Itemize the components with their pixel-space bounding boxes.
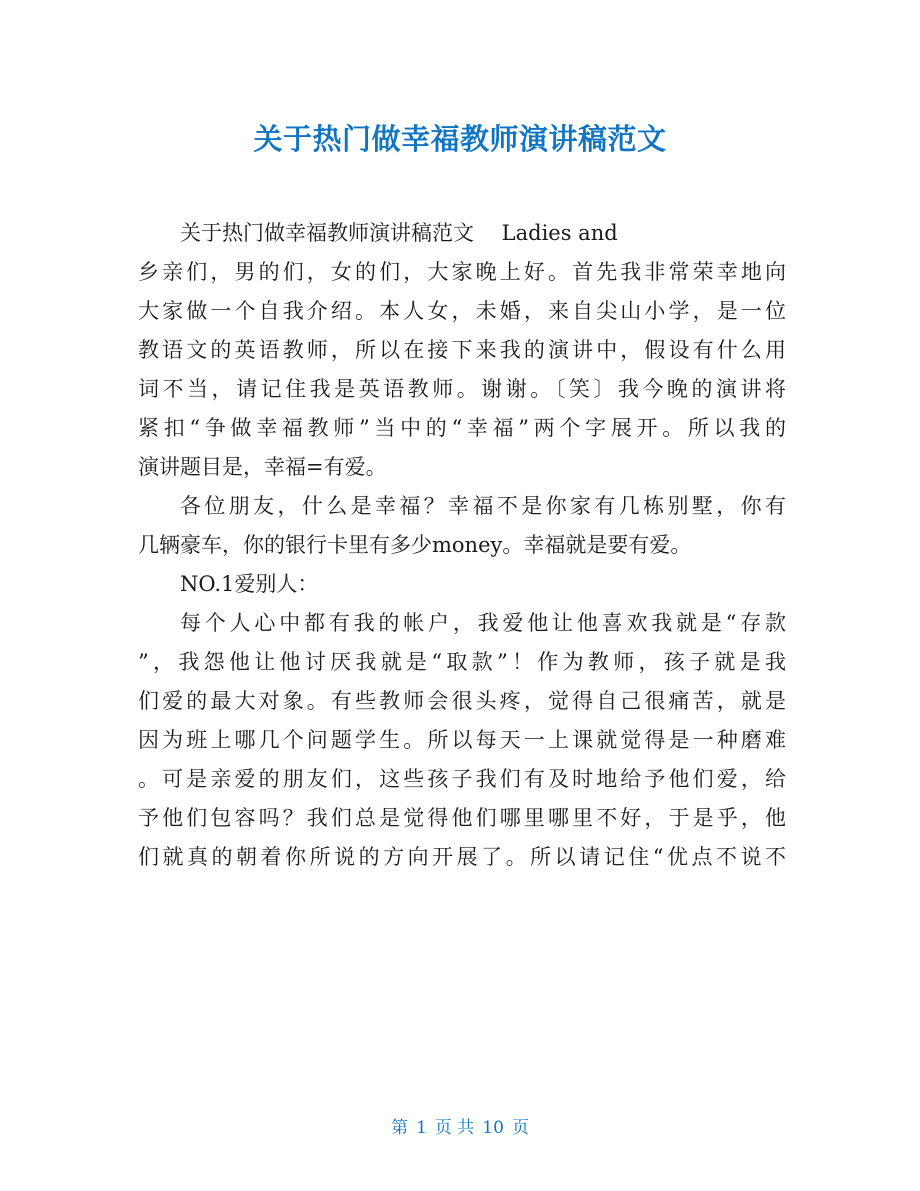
paragraph-line: 词不当，请记住我是英语教师。谢谢。〔笑〕我今晚的演讲将	[138, 377, 786, 401]
paragraph-line: 紧扣“争做幸福教师”当中的“幸福”两个字展开。所以我的	[138, 416, 786, 440]
paragraph-line: 演讲题目是，幸福=有爱。	[138, 455, 387, 479]
paragraph-line: 几辆豪车，你的银行卡里有多少money。幸福就是要有爱。	[138, 533, 692, 557]
paragraph-line: 关于热门做幸福教师演讲稿范文 Ladies and	[180, 221, 618, 245]
paragraph-line: 各位朋友，什么是幸福？幸福不是你家有几栋别墅，你有	[180, 494, 786, 518]
paragraph-line: 每个人心中都有我的帐户，我爱他让他喜欢我就是“存款	[180, 611, 786, 635]
document-title: 关于热门做幸福教师演讲稿范文	[253, 122, 667, 156]
page-footer	[0, 1113, 920, 1138]
paragraph-line: 。可是亲爱的朋友们，这些孩子我们有及时地给予他们爱，给	[138, 767, 786, 791]
paragraph-line: 乡亲们，男的们，女的们，大家晚上好。首先我非常荣幸地向	[138, 260, 786, 284]
paragraph-line: 们爱的最大对象。有些教师会很头疼，觉得自己很痛苦，就是	[138, 689, 786, 713]
footer-suffix: 页	[511, 1118, 529, 1138]
document-body	[138, 214, 786, 877]
footer-middle: 页 共	[434, 1118, 475, 1138]
paragraph-line: 们就真的朝着你所说的方向开展了。所以请记住“优点不说不	[138, 845, 786, 869]
paragraph-line: 因为班上哪几个问题学生。所以每天一上课就觉得是一种磨难	[138, 728, 786, 752]
paragraph-line: 教语文的英语教师，所以在接下来我的演讲中，假设有什么用	[138, 338, 786, 362]
section-heading: NO.1爱别人：	[180, 572, 319, 596]
footer-total-pages: 10	[482, 1118, 504, 1138]
footer-current-page: 1	[416, 1118, 427, 1138]
paragraph-line: 大家做一个自我介绍。本人女，未婚，来自尖山小学，是一位	[138, 299, 786, 323]
footer-prefix: 第	[391, 1118, 409, 1138]
paragraph-line: ”，我怨他让他讨厌我就是“取款”！作为教师，孩子就是我	[138, 650, 786, 674]
paragraph-line: 予他们包容吗？我们总是觉得他们哪里哪里不好，于是乎，他	[138, 806, 786, 830]
